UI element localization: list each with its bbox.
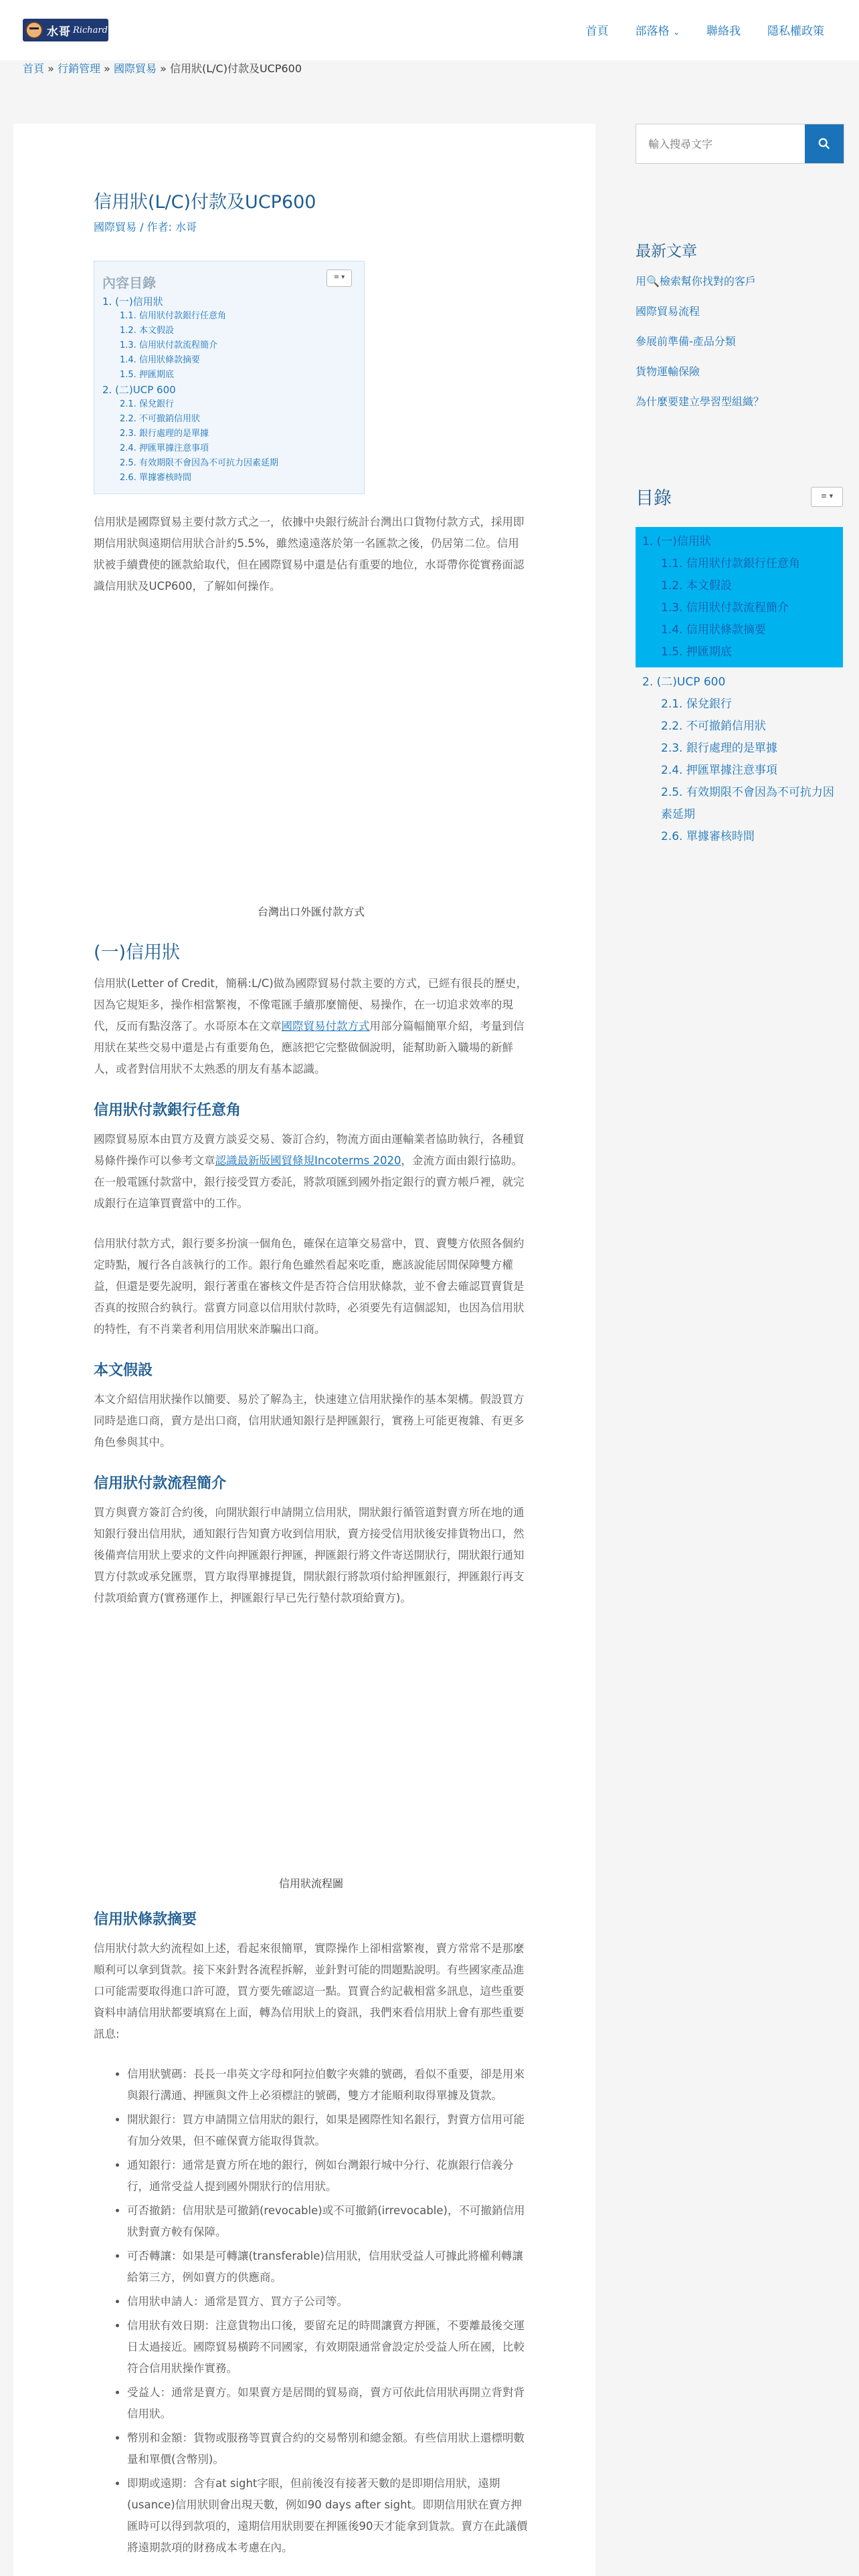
toc-item[interactable]: 2. (二)UCP 600: [102, 384, 176, 396]
chevron-down-icon: ⌄: [672, 27, 680, 37]
paragraph: 買方與賣方簽訂合約後，向開狀銀行申請開立信用狀，開狀銀行循管道對賣方所在地的通知銀行發出信用狀，通知銀行告知賣方收到信用狀，賣方接受信用狀後安排貨物出口，然後備齊信用狀上要求的文件向押匯銀行押匯，押匯銀行將文件寄送開狀行，開狀銀行通知買方付款或承兌匯票，買方取得單據提貨，開狀銀行將款項付給押匯銀行，押匯銀行再支付款項給賣方(實務運作上，押匯銀行早已先行墊付款項給賣方)。: [94, 1506, 524, 1604]
image-placeholder: [94, 1628, 529, 1875]
meta-author[interactable]: 水哥: [175, 221, 197, 233]
logo-text: 水哥: [47, 25, 71, 39]
toc-list: [102, 294, 353, 486]
breadcrumb-sep: »: [160, 62, 167, 75]
toc-subitem[interactable]: 2.6. 單據審核時間: [120, 473, 191, 483]
list-item: • 開狀銀行：買方申請開立信用狀的銀行，如果是國際性知名銀行，對賣方信用可能有加分效果，但不確保賣方能取得貨款。: [127, 2109, 529, 2152]
breadcrumb-sep: »: [47, 62, 54, 75]
sidebar-toc-item[interactable]: 2. (二)UCP 600: [642, 675, 726, 689]
sidebar-toc-subitem[interactable]: 2.4. 押匯單據注意事項: [661, 764, 777, 777]
toc-subitem[interactable]: 2.2. 不可撤銷信用狀: [120, 414, 200, 424]
sidebar-toc-toggle-button[interactable]: ≡ ▾: [811, 487, 843, 507]
sidebar-toc-active-section: [636, 527, 843, 667]
recent-posts-title: 最新文章: [636, 243, 697, 260]
subsection-heading: 本文假設: [94, 1362, 153, 1379]
nav-privacy[interactable]: 隱私權政策: [767, 25, 824, 38]
image-caption: 台灣出口外匯付款方式: [257, 905, 365, 918]
inline-link[interactable]: 國際貿易付款方式: [281, 1020, 370, 1033]
sidebar-toc-subitem[interactable]: 1.1. 信用狀付款銀行任意角: [661, 557, 800, 570]
paragraph-text: 用部分篇幅簡單介紹，考量到信用狀在某些交易中還是占有重要角色，應該把它完整做個說明，能幫助新入職場的新鮮人，或者對信用狀不太熟悉的朋友有基本認識。: [94, 1020, 524, 1075]
toc-item[interactable]: 1. (一)信用狀: [102, 296, 163, 308]
sidebar-toc-section: [636, 667, 843, 852]
table-of-contents: [94, 261, 365, 494]
sidebar: [636, 124, 843, 852]
sidebar-toc-header: [636, 484, 843, 510]
breadcrumb-sep: »: [104, 62, 110, 75]
nav-home[interactable]: 首頁: [585, 25, 609, 38]
article-title: 信用狀(L/C)付款及UCP600: [94, 192, 316, 213]
paragraph: 信用狀付款大約流程如上述，看起來很簡單，實際操作上卻相當繁複，賣方常常不是那麼順利可以拿到貨款。接下來針對各流程拆解，並針對可能的問題點說明。有些國家產品進口可能需要取得進口許可證，買方要先確認這一點。買賣合約記載相當多訊息，這些重要資料申請信用狀都要填寫在上面，轉為信用狀上的資訊，我們來看信用狀上會有那些重要訊息:: [94, 1942, 524, 2040]
paragraph-text: ，金流方面由銀行協助。在一般電匯付款當中，銀行接受買方委託，將款項匯到國外指定銀行的賣方帳戶裡，就完成銀行在這筆買賣當中的工作。: [94, 1154, 524, 1210]
article-card: [13, 124, 595, 2576]
subsection-heading: 信用狀條款摘要: [94, 1911, 197, 1928]
nav-blog[interactable]: [636, 21, 680, 38]
meta-sep: / 作者:: [136, 221, 176, 233]
sidebar-toc-item[interactable]: 1. (一)信用狀: [642, 535, 711, 548]
sidebar-toc-subitem[interactable]: 1.5. 押匯期底: [661, 645, 732, 659]
search-icon: [818, 138, 830, 150]
recent-post-link[interactable]: 國際貿易流程: [636, 305, 700, 318]
search-input[interactable]: [636, 124, 805, 163]
recent-post-link[interactable]: 為什麼要建立學習型組織？: [636, 395, 765, 408]
main-nav: [559, 21, 824, 38]
paragraph: [94, 1129, 529, 1214]
sidebar-toc-subitem[interactable]: 1.4. 信用狀條款摘要: [661, 623, 766, 637]
subsection-heading: 信用狀付款流程簡介: [94, 1475, 227, 1492]
section-heading: (一)信用狀: [94, 942, 181, 963]
sidebar-toc-subitem[interactable]: 1.3. 信用狀付款流程簡介: [661, 601, 789, 615]
list-item: • 信用狀申請人：通常是買方、買方子公司等。: [127, 2291, 529, 2313]
site-logo[interactable]: [23, 19, 108, 41]
meta-category[interactable]: 國際貿易: [94, 221, 137, 233]
paragraph: 信用狀付款方式，銀行要多扮演一個角色，確保在這筆交易當中，買、賣雙方依照各個約定時點，履行各自該執行的工作。銀行角色雖然看起來吃重，應該說能居間保障雙方權益，但還是要先說明，銀行著重在審核文件是否符合信用狀條款，並不會去確認買賣貨是否真的按照合約執行。當賣方同意以信用狀付款時，必須要先有這個認知，也因為信用狀的特性，有不肖業者利用信用狀來詐騙出口商。: [94, 1237, 524, 1335]
toc-subitem[interactable]: 1.1. 信用狀付款銀行任意角: [120, 311, 226, 321]
subsection-heading: 信用狀付款銀行任意角: [94, 1102, 242, 1119]
breadcrumb: [23, 60, 302, 76]
intro-paragraph: 信用狀是國際貿易主要付款方式之一，依據中央銀行統計台灣出口貨物付款方式，採用即期信用狀與遠期信用狀合計約5.5%，雖然遠遠落於第一名匯款之後，仍居第二位。信用狀被手續費使的匯款給取代，但在國際貿易中還是佔有重要的地位，水哥帶你從實務面認識信用狀及UCP600，了解如何操作。: [94, 516, 524, 593]
recent-post-link[interactable]: 貨物運輸保險: [636, 365, 700, 378]
list-item: • 幣別和金額：貨物或服務等買賣合約的交易幣別和總金額。有些信用狀上還標明數量和單價(含幣別)。: [127, 2428, 529, 2470]
toc-subitem[interactable]: 2.1. 保兌銀行: [120, 399, 174, 409]
list-item: • 可否撤銷：信用狀是可撤銷(revocable)或不可撤銷(irrevocable)，不可撤銷信用狀對賣方較有保障。: [127, 2200, 529, 2243]
list-item: • 受益人：通常是賣方。如果賣方是居間的貿易商，賣方可依此信用狀再開立背對背信用狀。: [127, 2382, 529, 2425]
recent-post-link[interactable]: 參展前準備-產品分類: [636, 335, 736, 348]
nav-contact[interactable]: 聯絡我: [706, 25, 741, 38]
toc-title: 內容目錄: [102, 275, 156, 291]
image-caption: 信用狀流程圖: [278, 1877, 343, 1890]
paragraph: [94, 973, 529, 1080]
site-header: [0, 0, 859, 75]
terms-list: [94, 2064, 529, 2559]
toc-subitem[interactable]: 1.2. 本文假設: [120, 326, 174, 336]
paragraph-text: 信用狀(Letter of Credit，簡稱:L/C)做為國際貿易付款主要的方式，已經有很長的歷史，因為它規矩多，操作相當繁複，不像電匯手續那麼簡便、易操作，在一切追求效率的現代，反而有點沒落了。水哥原本在文章: [94, 977, 528, 1033]
toc-subitem[interactable]: 2.4. 押匯單據注意事項: [120, 443, 209, 453]
article-meta: [94, 219, 529, 234]
list-item: • 即期或遠期：含有at sight字眼，但前後沒有接著天數的是即期信用狀，遠期(usance)信用狀則會出現天數，例如90 days after sight。即期信用狀在賣方押匯時可以得到款項的，遠期信用狀則要在押匯後90天才能拿到貨款。賣方在此議價將遠期款項的財務成本考慮在內。: [127, 2473, 529, 2559]
nav-blog-label: 部落格: [635, 25, 670, 38]
sidebar-toc: [636, 527, 843, 852]
sidebar-toc-subitem[interactable]: 2.1. 保兌銀行: [661, 697, 732, 711]
toc-subitem[interactable]: 1.3. 信用狀付款流程簡介: [120, 340, 217, 350]
toc-subitem[interactable]: 1.4. 信用狀條款摘要: [120, 355, 200, 365]
toc-subitem[interactable]: 2.5. 有效期限不會因為不可抗力因素延期: [120, 458, 278, 468]
sidebar-toc-subitem[interactable]: 2.6. 單據審核時間: [661, 830, 755, 843]
recent-posts-list: [636, 273, 843, 409]
article-content: [94, 187, 529, 2561]
breadcrumb-subcategory[interactable]: 國際貿易: [114, 62, 157, 75]
image-placeholder: [94, 616, 529, 903]
sidebar-toc-subitem[interactable]: 1.2. 本文假設: [661, 579, 732, 593]
logo-subtext: Richard: [73, 25, 108, 35]
sidebar-toc-subitem[interactable]: 2.2. 不可撤銷信用狀: [661, 720, 766, 733]
breadcrumb-category[interactable]: 行銷管理: [58, 62, 101, 75]
avatar-icon: [25, 21, 43, 39]
sidebar-toc-title: 目錄: [636, 488, 672, 509]
search-box: [636, 124, 844, 164]
list-item: • 信用狀有效日期：注意貨物出口後，要留充足的時間讓賣方押匯，不要離最後交運日太過接近。國際貿易橫跨不同國家，有效期限通常會設定於受益人所在國，比較符合信用狀操作實務。: [127, 2315, 529, 2379]
search-button[interactable]: [805, 124, 844, 163]
list-item: • 可否轉讓：如果是可轉讓(transferable)信用狀，信用狀受益人可據此將權利轉讓給第三方，例如賣方的供應商。: [127, 2246, 529, 2288]
sidebar-toc-subitem[interactable]: 2.3. 銀行處理的是單據: [661, 742, 777, 755]
paragraph: 本文介紹信用狀操作以簡要、易於了解為主，快速建立信用狀操作的基本架構。假設買方同時是進口商，賣方是出口商，信用狀通知銀行是押匯銀行，實務上可能更複雜、有更多角色參與其中。: [94, 1393, 524, 1448]
breadcrumb-home[interactable]: 首頁: [23, 62, 45, 75]
paragraph-text: 國際貿易原本由買方及賣方談妥交易、簽訂合約，物流方面由運輸業者協助執行，各種貿易條件操作可以參考文章: [94, 1133, 524, 1167]
list-item: • 信用狀號碼：長長一串英文字母和阿拉伯數字夾雜的號碼，看似不重要，卻是用來與銀行溝通、押匯與文件上必須標註的號碼，雙方才能順利取得單據及貨款。: [127, 2064, 529, 2107]
sidebar-toc-subitem[interactable]: 2.5. 有效期限不會因為不可抗力因素延期: [661, 786, 834, 821]
toc-toggle-button[interactable]: ≡ ▾: [326, 270, 352, 287]
toc-subitem[interactable]: 2.3. 銀行處理的是單據: [120, 429, 209, 439]
toc-subitem[interactable]: 1.5. 押匯期底: [120, 370, 174, 380]
breadcrumb-current: 信用狀(L/C)付款及UCP600: [170, 62, 302, 75]
list-item: • 通知銀行：通常是賣方所在地的銀行，例如台灣銀行城中分行、花旗銀行信義分行，通常受益人提到國外開狀行的信用狀。: [127, 2155, 529, 2197]
recent-post-link[interactable]: 用🔍檢索幫你找對的客戶: [636, 275, 756, 288]
inline-link[interactable]: 認識最新版國貿條規Incoterms 2020: [215, 1154, 401, 1167]
